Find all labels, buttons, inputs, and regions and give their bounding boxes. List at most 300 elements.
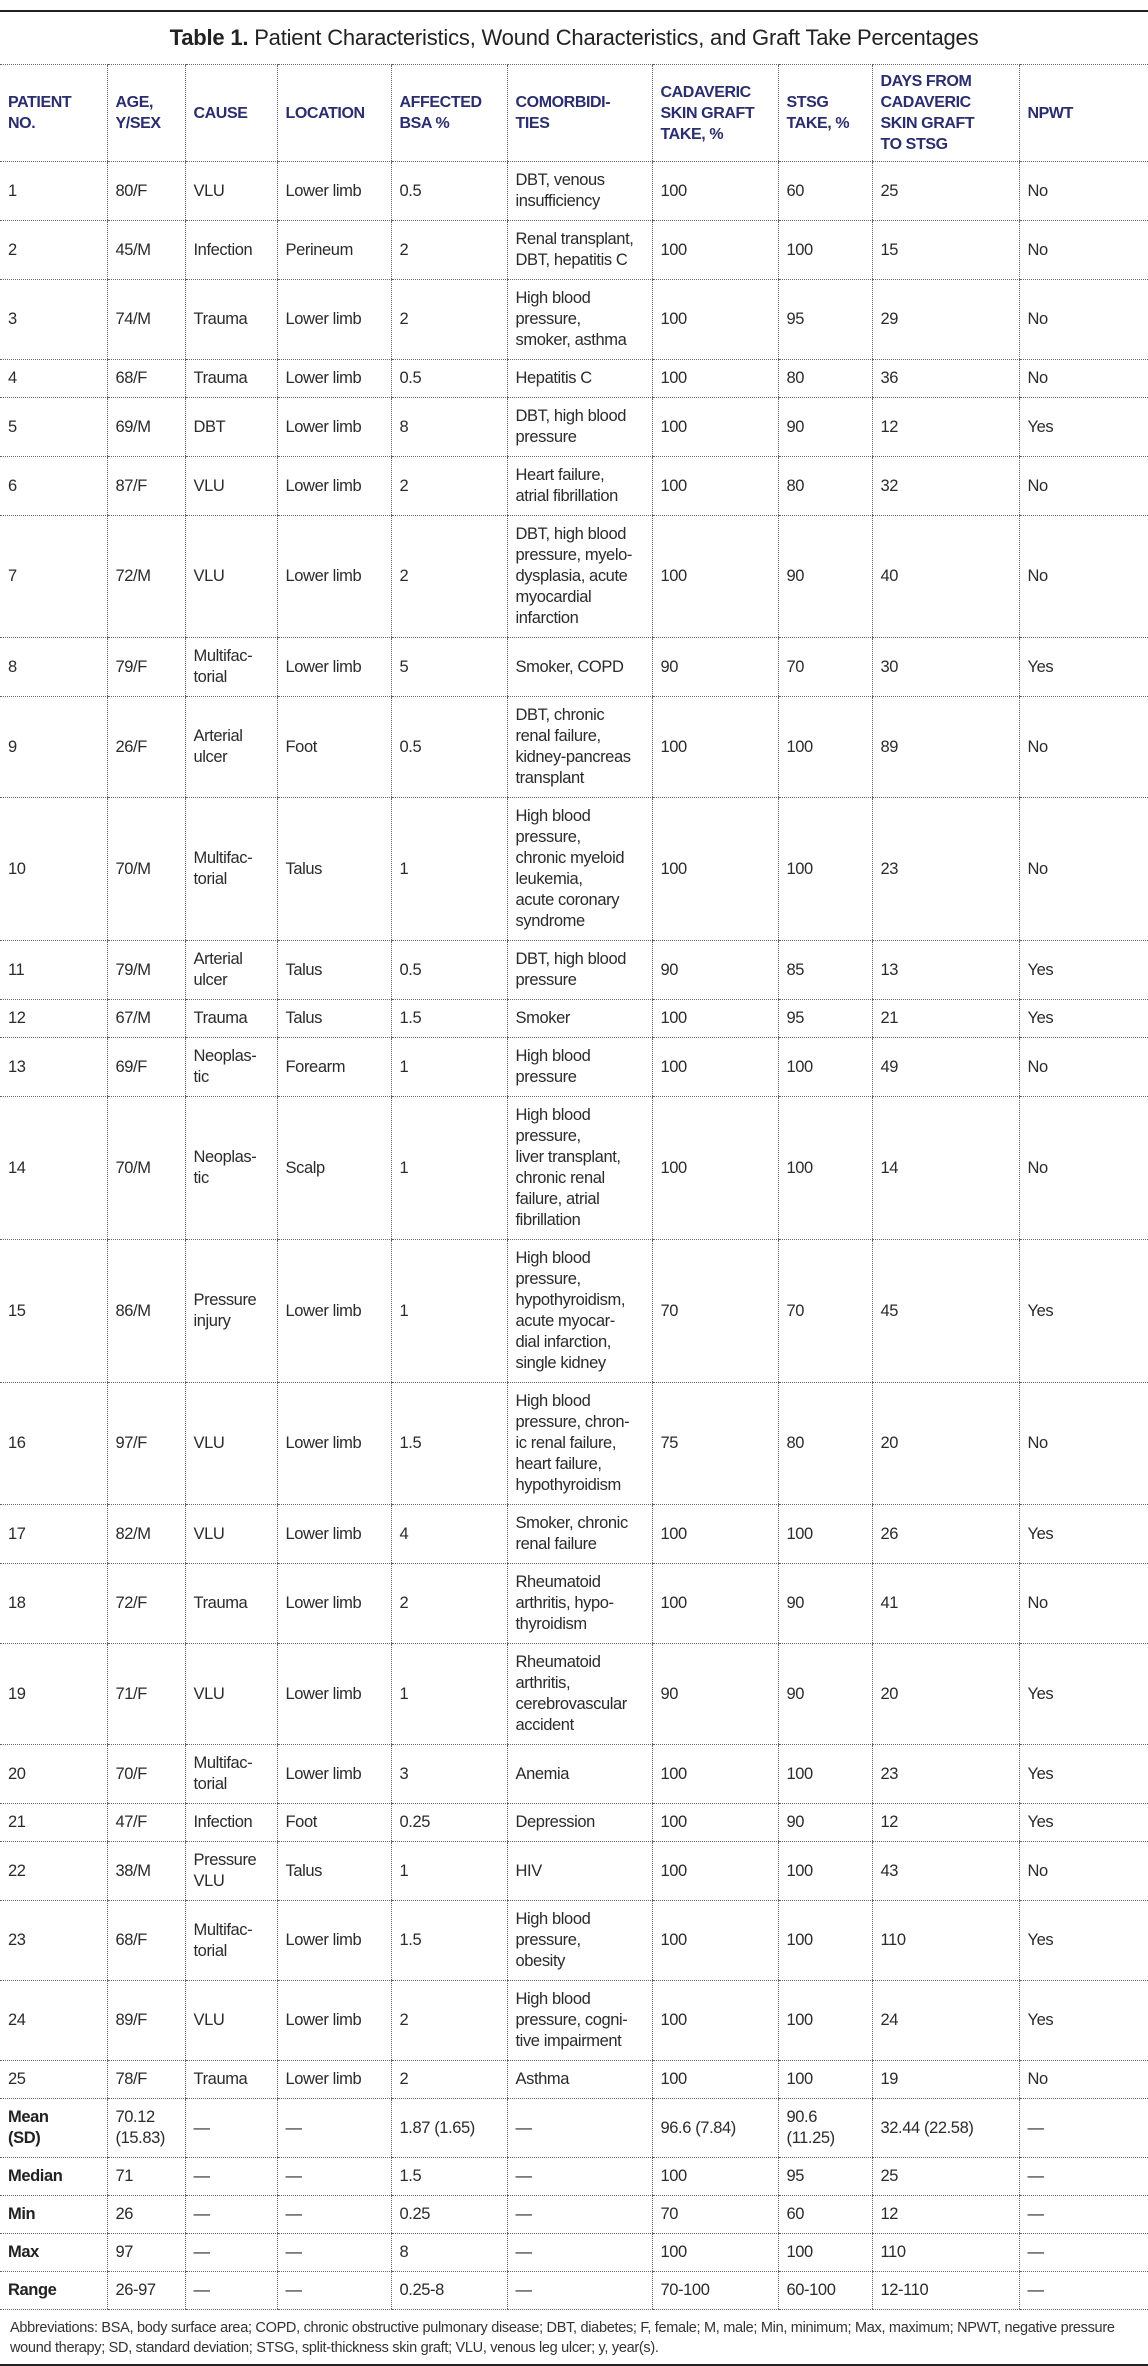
table-row [0,162,1148,221]
cell-age-sex: 97 [107,2234,185,2272]
table-body [0,162,1148,2310]
cell-age-sex: 78/F [107,2061,185,2099]
cell-age-sex: 80/F [107,162,185,221]
summary-label: Median [0,2158,107,2196]
cell-stsg-take: 85 [778,941,872,1000]
cell-affected-bsa: 8 [391,398,507,457]
table-row [0,457,1148,516]
column-header-cadaveric-graft-take: CADAVERIC SKIN GRAFT TAKE, % [652,65,778,162]
cell-days-to-stsg: 23 [872,798,1019,941]
table-row [0,638,1148,697]
cell-days-to-stsg: 29 [872,280,1019,360]
cell-npwt: Yes [1019,1000,1148,1038]
cell-npwt: — [1019,2158,1148,2196]
cell-patient-no: 23 [0,1901,107,1981]
cell-cause: Multifac- torial [185,1745,277,1804]
column-header-cause: CAUSE [185,65,277,162]
cell-cadaveric-graft-take: 100 [652,2158,778,2196]
cell-comorbidities: Renal transplant, DBT, hepatitis C [507,221,652,280]
cell-cause: VLU [185,1505,277,1564]
cell-cause: Trauma [185,1564,277,1644]
cell-location: Lower limb [277,1901,391,1981]
cell-affected-bsa: 5 [391,638,507,697]
cell-comorbidities: — [507,2234,652,2272]
cell-age-sex: 68/F [107,1901,185,1981]
cell-cause: Multifac- torial [185,1901,277,1981]
cell-cause: VLU [185,1644,277,1745]
cell-affected-bsa: 1.5 [391,1000,507,1038]
cell-location: Lower limb [277,1745,391,1804]
cell-patient-no: 11 [0,941,107,1000]
cell-patient-no: 1 [0,162,107,221]
cell-npwt: — [1019,2234,1148,2272]
cell-age-sex: 79/F [107,638,185,697]
cell-affected-bsa: 0.5 [391,697,507,798]
cell-cadaveric-graft-take: 90 [652,638,778,697]
table-row [0,1745,1148,1804]
cell-stsg-take: 100 [778,1505,872,1564]
table-row [0,516,1148,638]
cell-npwt: Yes [1019,1901,1148,1981]
cell-age-sex: 82/M [107,1505,185,1564]
table-row [0,1097,1148,1240]
summary-label: Max [0,2234,107,2272]
cell-cadaveric-graft-take: 100 [652,1745,778,1804]
table-row [0,697,1148,798]
cell-cadaveric-graft-take: 100 [652,221,778,280]
cell-npwt: No [1019,798,1148,941]
table-row [0,1901,1148,1981]
cell-cadaveric-graft-take: 100 [652,1564,778,1644]
cell-npwt: No [1019,1842,1148,1901]
cell-comorbidities: — [507,2272,652,2310]
cell-days-to-stsg: 110 [872,2234,1019,2272]
cell-npwt: No [1019,1038,1148,1097]
cell-patient-no: 12 [0,1000,107,1038]
table-row [0,398,1148,457]
header-row [0,65,1148,162]
cell-location: Foot [277,697,391,798]
cell-days-to-stsg: 36 [872,360,1019,398]
cell-days-to-stsg: 110 [872,1901,1019,1981]
cell-affected-bsa: 3 [391,1745,507,1804]
cell-affected-bsa: 8 [391,2234,507,2272]
cell-comorbidities: High blood pressure, smoker, asthma [507,280,652,360]
cell-days-to-stsg: 21 [872,1000,1019,1038]
cell-affected-bsa: 0.5 [391,941,507,1000]
cell-stsg-take: 100 [778,1842,872,1901]
table-row [0,1981,1148,2061]
cell-cadaveric-graft-take: 100 [652,798,778,941]
cell-cause: VLU [185,1383,277,1505]
cell-location: Lower limb [277,457,391,516]
cell-cadaveric-graft-take: 100 [652,162,778,221]
cell-affected-bsa: 1 [391,1240,507,1383]
cell-cadaveric-graft-take: 100 [652,516,778,638]
table-row [0,1804,1148,1842]
cell-days-to-stsg: 12 [872,398,1019,457]
cell-days-to-stsg: 89 [872,697,1019,798]
cell-age-sex: 79/M [107,941,185,1000]
cell-age-sex: 74/M [107,280,185,360]
table-label: Table 1. [169,25,249,50]
cell-location: Perineum [277,221,391,280]
cell-cause: VLU [185,1981,277,2061]
cell-affected-bsa: 1.5 [391,2158,507,2196]
cell-age-sex: 86/M [107,1240,185,1383]
cell-stsg-take: 90 [778,1644,872,1745]
cell-location: Lower limb [277,162,391,221]
cell-location: Talus [277,1842,391,1901]
cell-affected-bsa: 0.5 [391,360,507,398]
cell-cadaveric-graft-take: 100 [652,1038,778,1097]
cell-stsg-take: 95 [778,1000,872,1038]
cell-affected-bsa: 2 [391,516,507,638]
cell-days-to-stsg: 32.44 (22.58) [872,2099,1019,2158]
cell-stsg-take: 100 [778,697,872,798]
cell-age-sex: 70/M [107,1097,185,1240]
table-title [0,12,1148,64]
cell-npwt: No [1019,457,1148,516]
cell-location: Lower limb [277,360,391,398]
table-row [0,941,1148,1000]
table-row [0,1564,1148,1644]
cell-patient-no: 15 [0,1240,107,1383]
cell-npwt: No [1019,221,1148,280]
cell-cause: Neoplas- tic [185,1038,277,1097]
cell-cadaveric-graft-take: 100 [652,1901,778,1981]
cell-cause: Infection [185,1804,277,1842]
cell-days-to-stsg: 20 [872,1383,1019,1505]
cell-cause: VLU [185,457,277,516]
cell-cadaveric-graft-take: 70 [652,2196,778,2234]
cell-npwt: Yes [1019,1745,1148,1804]
cell-stsg-take: 100 [778,221,872,280]
table-row [0,2061,1148,2099]
cell-stsg-take: 100 [778,1981,872,2061]
cell-location: Lower limb [277,516,391,638]
cell-location: Lower limb [277,1240,391,1383]
cell-affected-bsa: 0.25-8 [391,2272,507,2310]
cell-npwt: Yes [1019,1644,1148,1745]
cell-affected-bsa: 1.5 [391,1901,507,1981]
summary-row [0,2196,1148,2234]
cell-stsg-take: 90.6 (11.25) [778,2099,872,2158]
cell-affected-bsa: 2 [391,221,507,280]
column-header-age-sex: AGE, Y/SEX [107,65,185,162]
cell-comorbidities: Smoker, chronic renal failure [507,1505,652,1564]
cell-comorbidities: — [507,2196,652,2234]
cell-location: Lower limb [277,1505,391,1564]
table-row [0,1842,1148,1901]
cell-cause: — [185,2158,277,2196]
cell-npwt: No [1019,1564,1148,1644]
cell-cadaveric-graft-take: 75 [652,1383,778,1505]
cell-cause: Trauma [185,1000,277,1038]
cell-cause: Multifac- torial [185,798,277,941]
cell-npwt: — [1019,2099,1148,2158]
cell-cadaveric-graft-take: 100 [652,2234,778,2272]
cell-patient-no: 25 [0,2061,107,2099]
cell-patient-no: 13 [0,1038,107,1097]
cell-affected-bsa: 2 [391,2061,507,2099]
cell-days-to-stsg: 19 [872,2061,1019,2099]
cell-npwt: Yes [1019,1981,1148,2061]
cell-npwt: Yes [1019,1804,1148,1842]
cell-patient-no: 20 [0,1745,107,1804]
cell-location: — [277,2234,391,2272]
cell-comorbidities: DBT, high blood pressure [507,398,652,457]
cell-days-to-stsg: 12-110 [872,2272,1019,2310]
cell-affected-bsa: 2 [391,280,507,360]
cell-location: Foot [277,1804,391,1842]
cell-comorbidities: Smoker [507,1000,652,1038]
cell-npwt: Yes [1019,1240,1148,1383]
summary-row [0,2158,1148,2196]
cell-days-to-stsg: 20 [872,1644,1019,1745]
cell-patient-no: 24 [0,1981,107,2061]
table-row [0,1383,1148,1505]
cell-npwt: Yes [1019,398,1148,457]
table-row [0,1038,1148,1097]
cell-comorbidities: High blood pressure, chronic myeloid leukemia, acute coronary syndrome [507,798,652,941]
cell-npwt: No [1019,2061,1148,2099]
table-row [0,1240,1148,1383]
cell-cause: DBT [185,398,277,457]
cell-affected-bsa: 0.5 [391,162,507,221]
cell-age-sex: 70.12 (15.83) [107,2099,185,2158]
cell-age-sex: 45/M [107,221,185,280]
cell-cadaveric-graft-take: 90 [652,941,778,1000]
cell-patient-no: 18 [0,1564,107,1644]
cell-age-sex: 72/F [107,1564,185,1644]
cell-patient-no: 19 [0,1644,107,1745]
cell-age-sex: 26 [107,2196,185,2234]
cell-comorbidities: Anemia [507,1745,652,1804]
cell-stsg-take: 90 [778,1804,872,1842]
cell-cause: — [185,2234,277,2272]
cell-comorbidities: Rheumatoid arthritis, cerebrovascular accident [507,1644,652,1745]
cell-comorbidities: DBT, high blood pressure, myelo- dysplasia, acute myocardial infarction [507,516,652,638]
cell-location: Scalp [277,1097,391,1240]
cell-patient-no: 8 [0,638,107,697]
cell-age-sex: 69/M [107,398,185,457]
cell-patient-no: 14 [0,1097,107,1240]
cell-cause: Trauma [185,360,277,398]
cell-stsg-take: 60 [778,162,872,221]
cell-stsg-take: 100 [778,1901,872,1981]
cell-age-sex: 38/M [107,1842,185,1901]
cell-npwt: Yes [1019,941,1148,1000]
cell-npwt: — [1019,2196,1148,2234]
cell-stsg-take: 100 [778,2061,872,2099]
cell-cadaveric-graft-take: 100 [652,360,778,398]
cell-affected-bsa: 2 [391,1981,507,2061]
cell-cause: Arterial ulcer [185,697,277,798]
cell-comorbidities: Smoker, COPD [507,638,652,697]
cell-age-sex: 89/F [107,1981,185,2061]
cell-cause: VLU [185,162,277,221]
cell-location: Lower limb [277,1981,391,2061]
cell-comorbidities: DBT, venous insufficiency [507,162,652,221]
cell-cadaveric-graft-take: 100 [652,1804,778,1842]
cell-days-to-stsg: 23 [872,1745,1019,1804]
column-header-stsg-take: STSG TAKE, % [778,65,872,162]
cell-location: — [277,2158,391,2196]
cell-cause: Pressure injury [185,1240,277,1383]
cell-days-to-stsg: 49 [872,1038,1019,1097]
cell-comorbidities: High blood pressure, chron- ic renal failure, heart failure, hypothyroidism [507,1383,652,1505]
cell-age-sex: 87/F [107,457,185,516]
cell-days-to-stsg: 43 [872,1842,1019,1901]
table-row [0,221,1148,280]
cell-cause: — [185,2196,277,2234]
cell-affected-bsa: 4 [391,1505,507,1564]
summary-label: Min [0,2196,107,2234]
cell-days-to-stsg: 12 [872,2196,1019,2234]
cell-location: Lower limb [277,1564,391,1644]
cell-comorbidities: Hepatitis C [507,360,652,398]
cell-cadaveric-graft-take: 100 [652,280,778,360]
column-header-comorbidities: COMORBIDI- TIES [507,65,652,162]
cell-patient-no: 2 [0,221,107,280]
cell-location: — [277,2272,391,2310]
cell-npwt: No [1019,360,1148,398]
cell-cause: Infection [185,221,277,280]
cell-npwt: No [1019,1383,1148,1505]
column-header-location: LOCATION [277,65,391,162]
cell-comorbidities: — [507,2158,652,2196]
cell-patient-no: 6 [0,457,107,516]
cell-age-sex: 47/F [107,1804,185,1842]
cell-age-sex: 70/F [107,1745,185,1804]
cell-age-sex: 26-97 [107,2272,185,2310]
cell-cadaveric-graft-take: 96.6 (7.84) [652,2099,778,2158]
cell-days-to-stsg: 25 [872,2158,1019,2196]
cell-affected-bsa: 0.25 [391,2196,507,2234]
cell-cause: — [185,2272,277,2310]
cell-patient-no: 7 [0,516,107,638]
cell-comorbidities: Depression [507,1804,652,1842]
cell-comorbidities: High blood pressure [507,1038,652,1097]
cell-age-sex: 68/F [107,360,185,398]
cell-days-to-stsg: 14 [872,1097,1019,1240]
cell-affected-bsa: 1 [391,1842,507,1901]
cell-age-sex: 67/M [107,1000,185,1038]
cell-cadaveric-graft-take: 100 [652,1981,778,2061]
cell-days-to-stsg: 41 [872,1564,1019,1644]
cell-npwt: No [1019,280,1148,360]
cell-location: Talus [277,798,391,941]
summary-row [0,2272,1148,2310]
cell-location: Lower limb [277,398,391,457]
cell-stsg-take: 90 [778,398,872,457]
cell-days-to-stsg: 26 [872,1505,1019,1564]
cell-npwt: No [1019,1097,1148,1240]
column-header-days-to-stsg: DAYS FROM CADAVERIC SKIN GRAFT TO STSG [872,65,1019,162]
cell-comorbidities: DBT, high blood pressure [507,941,652,1000]
cell-cause: Pressure VLU [185,1842,277,1901]
cell-cadaveric-graft-take: 100 [652,457,778,516]
cell-age-sex: 69/F [107,1038,185,1097]
cell-stsg-take: 95 [778,280,872,360]
cell-patient-no: 3 [0,280,107,360]
cell-location: — [277,2099,391,2158]
cell-cause: Multifac- torial [185,638,277,697]
cell-npwt: No [1019,516,1148,638]
table-caption: Patient Characteristics, Wound Characteristics, and Graft Take Percentages [254,25,979,50]
cell-affected-bsa: 1 [391,798,507,941]
cell-cadaveric-graft-take: 100 [652,1000,778,1038]
cell-location: Forearm [277,1038,391,1097]
cell-cadaveric-graft-take: 90 [652,1644,778,1745]
summary-row [0,2099,1148,2158]
cell-patient-no: 5 [0,398,107,457]
cell-days-to-stsg: 40 [872,516,1019,638]
cell-comorbidities: Heart failure, atrial fibrillation [507,457,652,516]
summary-label: Mean (SD) [0,2099,107,2158]
cell-npwt: — [1019,2272,1148,2310]
cell-stsg-take: 90 [778,1564,872,1644]
cell-stsg-take: 95 [778,2158,872,2196]
cell-age-sex: 97/F [107,1383,185,1505]
cell-stsg-take: 60-100 [778,2272,872,2310]
cell-patient-no: 21 [0,1804,107,1842]
cell-cause: VLU [185,516,277,638]
cell-affected-bsa: 2 [391,1564,507,1644]
cell-location: Talus [277,941,391,1000]
cell-stsg-take: 90 [778,516,872,638]
cell-cadaveric-graft-take: 100 [652,398,778,457]
cell-days-to-stsg: 45 [872,1240,1019,1383]
cell-cadaveric-graft-take: 100 [652,1505,778,1564]
cell-days-to-stsg: 32 [872,457,1019,516]
cell-location: Lower limb [277,638,391,697]
cell-cause: — [185,2099,277,2158]
cell-days-to-stsg: 30 [872,638,1019,697]
cell-patient-no: 16 [0,1383,107,1505]
cell-comorbidities: High blood pressure, obesity [507,1901,652,1981]
cell-comorbidities: Asthma [507,2061,652,2099]
cell-comorbidities: High blood pressure, hypothyroidism, acute myocar- dial infarction, single kidney [507,1240,652,1383]
cell-cause: Arterial ulcer [185,941,277,1000]
cell-cadaveric-graft-take: 70 [652,1240,778,1383]
cell-affected-bsa: 1 [391,1038,507,1097]
cell-cause: Trauma [185,280,277,360]
column-header-patient-no: PATIENT NO. [0,65,107,162]
cell-comorbidities: Rheumatoid arthritis, hypo- thyroidism [507,1564,652,1644]
cell-affected-bsa: 1 [391,1097,507,1240]
cell-npwt: Yes [1019,1505,1148,1564]
cell-days-to-stsg: 12 [872,1804,1019,1842]
cell-stsg-take: 100 [778,798,872,941]
cell-location: Lower limb [277,1383,391,1505]
cell-days-to-stsg: 24 [872,1981,1019,2061]
cell-affected-bsa: 1 [391,1644,507,1745]
cell-patient-no: 22 [0,1842,107,1901]
cell-stsg-take: 100 [778,1745,872,1804]
cell-comorbidities: HIV [507,1842,652,1901]
cell-cause: Neoplas- tic [185,1097,277,1240]
cell-comorbidities: High blood pressure, cogni- tive impairment [507,1981,652,2061]
cell-patient-no: 9 [0,697,107,798]
cell-npwt: Yes [1019,638,1148,697]
cell-stsg-take: 70 [778,1240,872,1383]
cell-stsg-take: 60 [778,2196,872,2234]
cell-cadaveric-graft-take: 100 [652,1842,778,1901]
table-row [0,1644,1148,1745]
cell-comorbidities: High blood pressure, liver transplant, chronic renal failure, atrial fibrillation [507,1097,652,1240]
